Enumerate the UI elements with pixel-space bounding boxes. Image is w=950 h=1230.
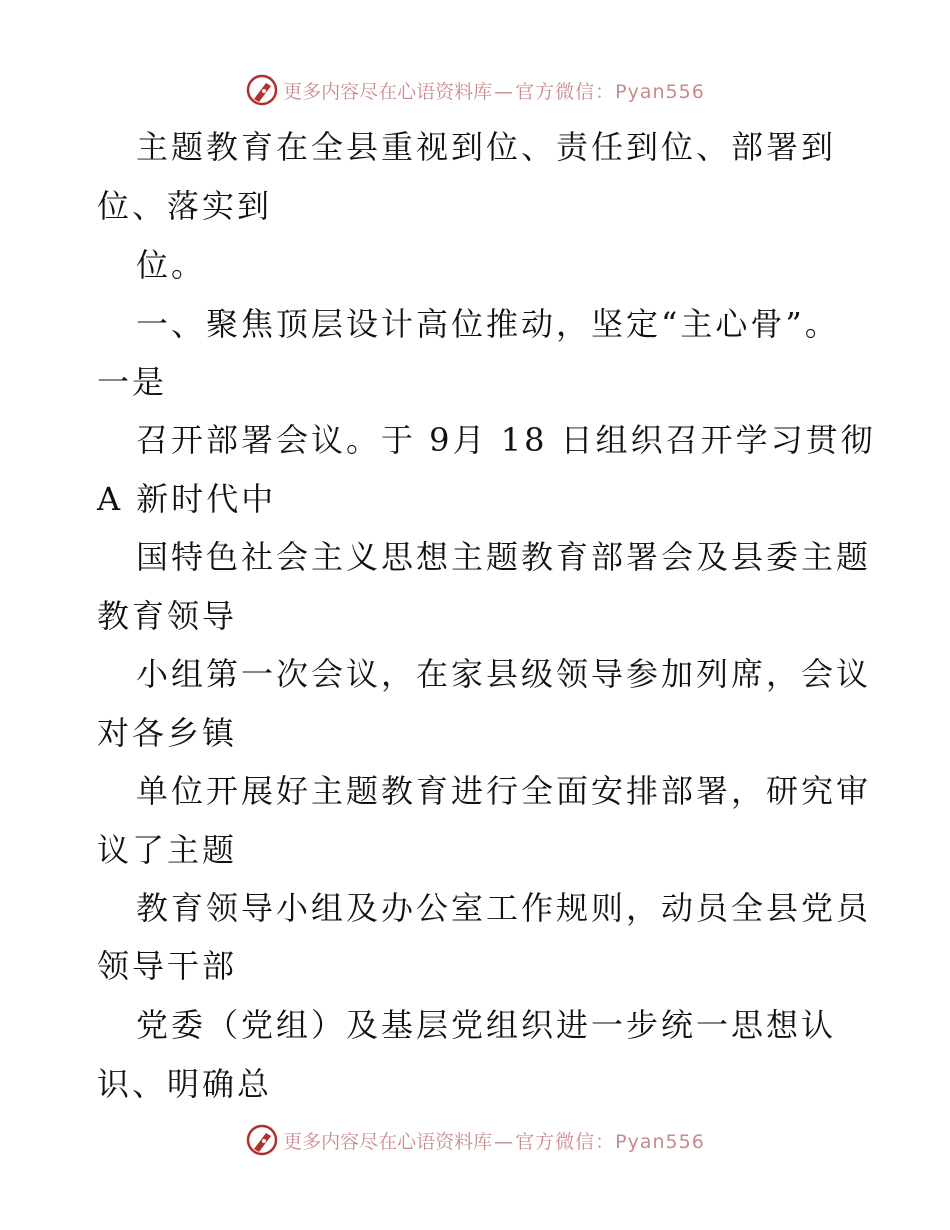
- watermark-wechat-text: 官方微信：Pyan556: [515, 1130, 705, 1153]
- pen-nib-circle-icon: [245, 1123, 279, 1157]
- watermark-separator: —: [494, 1130, 514, 1153]
- footer-watermark: [0, 1120, 950, 1160]
- body-line: 识、明确总: [97, 1065, 273, 1103]
- body-line: 对各乡镇: [97, 714, 238, 752]
- pen-nib-circle-icon: [245, 73, 279, 107]
- watermark-separator: —: [494, 80, 514, 103]
- body-line: 议了主题: [97, 831, 238, 869]
- watermark-site-text: 更多内容尽在心语资料库: [283, 1130, 493, 1153]
- body-line: 位、落实到: [97, 187, 273, 225]
- body-line: 国特色社会主义思想主题教育部署会及县委主题: [136, 538, 872, 576]
- body-line: 教育领导小组及办公室工作规则，动员全县党员: [136, 889, 872, 927]
- body-line: 位。: [136, 246, 207, 284]
- body-line: 党委（党组）及基层党组织进一步统一思想认: [136, 1006, 837, 1044]
- body-line: 召开部署会议。于 9月 18 日组织召开学习贯彻: [136, 421, 876, 459]
- body-line: 领导干部: [97, 947, 238, 985]
- body-line: 一、聚焦顶层设计高位推动，坚定“主心骨”。: [136, 305, 840, 343]
- body-line: 教育领导: [97, 597, 238, 635]
- body-line: 单位开展好主题教育进行全面安排部署，研究审: [136, 772, 872, 810]
- body-line: A 新时代中: [97, 480, 277, 518]
- body-line: 小组第一次会议，在家县级领导参加列席，会议: [136, 655, 872, 693]
- body-line: 一是: [97, 363, 168, 401]
- body-line: 主题教育在全县重视到位、责任到位、部署到: [136, 128, 837, 166]
- watermark-site-text: 更多内容尽在心语资料库: [283, 80, 493, 103]
- header-watermark: [0, 70, 950, 110]
- watermark-wechat-text: 官方微信：Pyan556: [515, 80, 705, 103]
